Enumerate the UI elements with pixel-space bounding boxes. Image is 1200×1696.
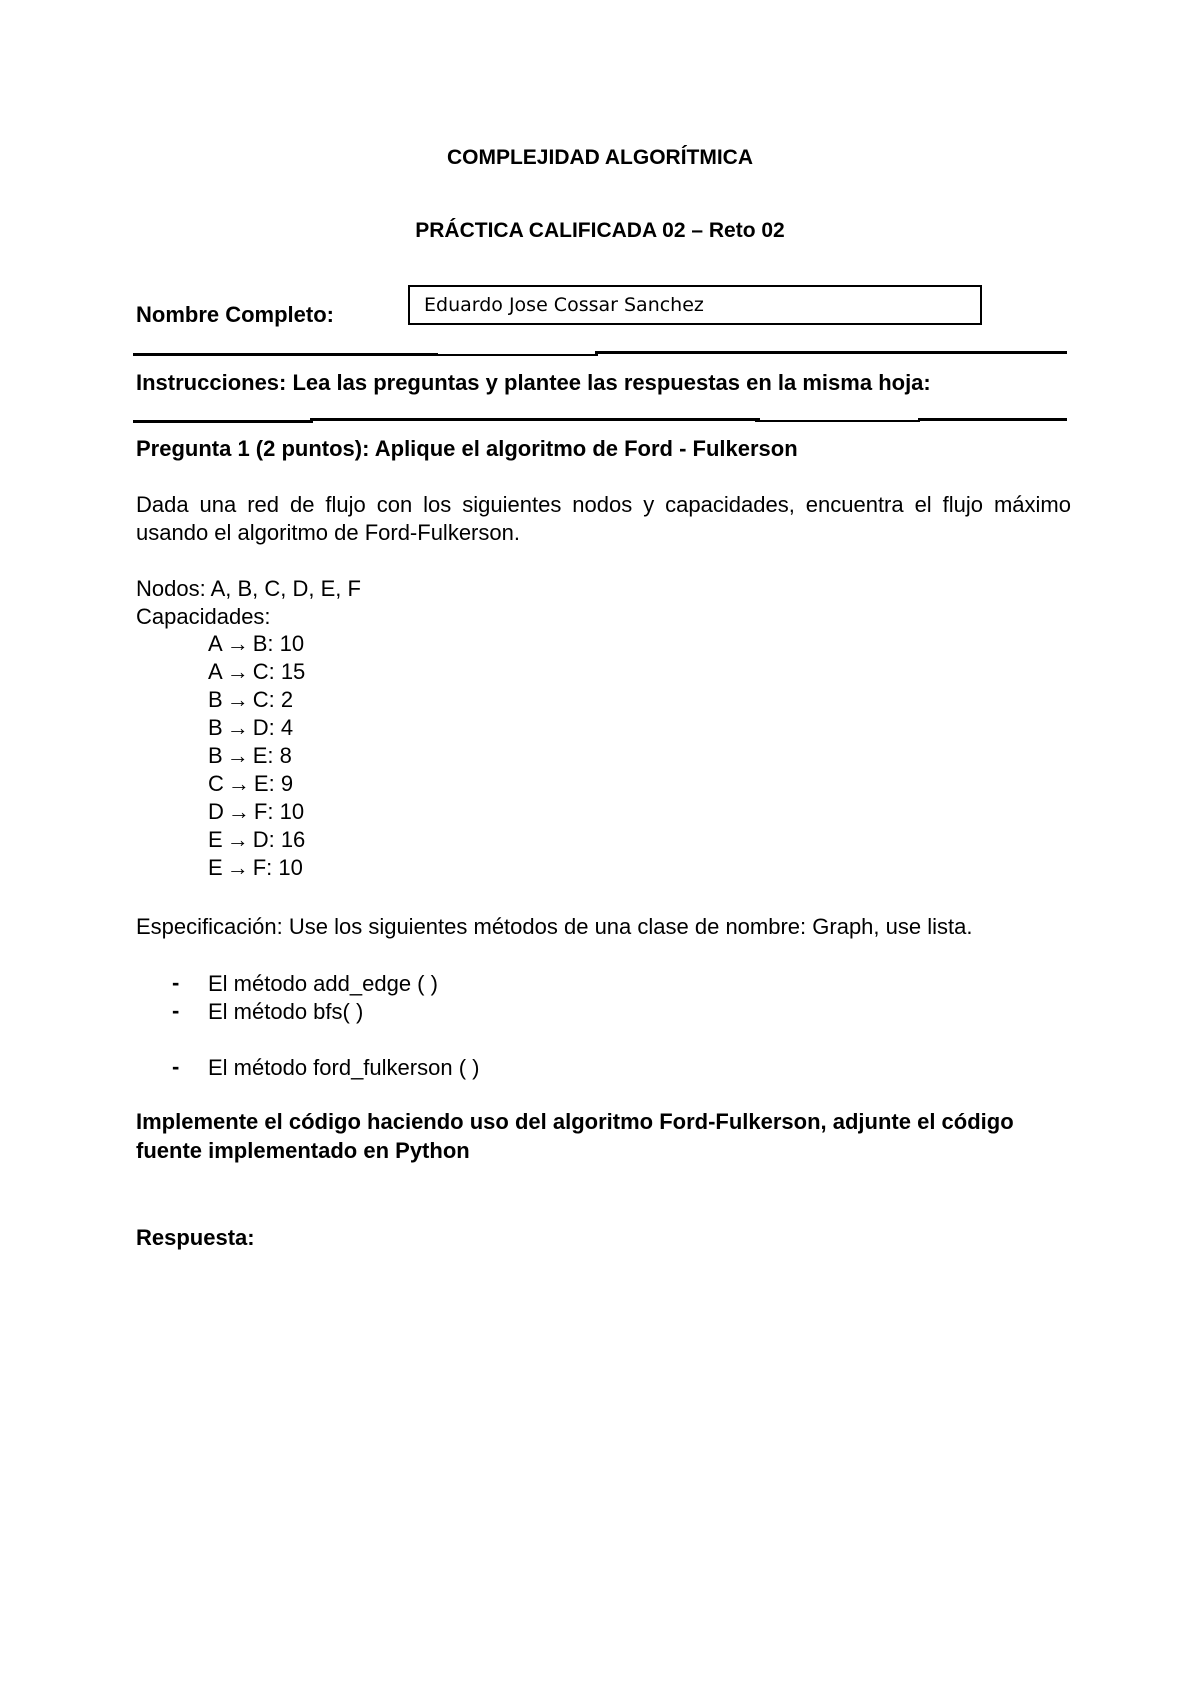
arrow-icon: →: [226, 743, 249, 768]
question-title: Pregunta 1 (2 puntos): Aplique el algoritmo de Ford - Fulkerson: [136, 436, 798, 461]
arrow-icon: →: [226, 631, 249, 656]
arrow-icon: →: [226, 715, 249, 740]
capacities-label: Capacidades:: [136, 604, 271, 629]
name-field[interactable]: Eduardo Jose Cossar Sanchez: [408, 285, 982, 325]
capacity-item: B → E: 8: [208, 743, 292, 768]
arrow-icon: →: [226, 687, 249, 712]
capacity-item: C → E: 9: [208, 771, 294, 796]
method-item: El método add_edge ( ): [208, 971, 438, 996]
bullet-icon: -: [172, 970, 180, 995]
practice-title: PRÁCTICA CALIFICADA 02 – Reto 02: [415, 219, 785, 242]
instructions: Instrucciones: Lea las preguntas y plantee las respuestas en la misma hoja:: [136, 370, 931, 395]
divider-top-left: [133, 353, 438, 356]
arrow-icon: →: [227, 771, 250, 796]
bullet-icon: -: [172, 998, 180, 1023]
capacity-item: E → F: 10: [208, 855, 303, 880]
nodes-line: Nodos: A, B, C, D, E, F: [136, 576, 361, 601]
divider-top-right: [595, 351, 1067, 354]
divider-mid-right: [918, 418, 1067, 421]
bullet-icon: -: [172, 1054, 180, 1079]
capacity-item: B → D: 4: [208, 715, 294, 740]
capacity-item: E → D: 16: [208, 827, 306, 852]
method-item: El método bfs( ): [208, 999, 364, 1024]
arrow-icon: →: [227, 799, 250, 824]
capacity-item: A → B: 10: [208, 631, 305, 656]
capacity-item: A → C: 15: [208, 659, 306, 684]
capacity-item: D → F: 10: [208, 799, 305, 824]
arrow-icon: →: [226, 855, 249, 880]
divider-mid-center: [310, 418, 760, 421]
divider-top-mid: [438, 354, 598, 356]
implement-line-2: fuente implementado en Python: [136, 1138, 470, 1163]
course-title: COMPLEJIDAD ALGORÍTMICA: [446, 146, 754, 169]
divider-mid-gap: [755, 420, 920, 422]
capacities-list: [208, 630, 305, 882]
divider-mid-left: [133, 420, 313, 423]
implement-line-1: Implemente el código haciendo uso del algoritmo Ford-Fulkerson, adjunte el código: [136, 1109, 1014, 1134]
name-label: Nombre Completo:: [136, 302, 334, 327]
question-statement: Dada una red de flujo con los siguientes nodos y capacidades, encuentra el flujo máximo usando el algoritmo de Ford-Fulkerson.: [136, 492, 1071, 545]
arrow-icon: →: [226, 659, 249, 684]
method-item: El método ford_fulkerson ( ): [208, 1055, 480, 1080]
arrow-icon: →: [226, 827, 249, 852]
capacity-item: B → C: 2: [208, 687, 294, 712]
answer-label: Respuesta:: [136, 1225, 255, 1250]
specification: Especificación: Use los siguientes métodos de una clase de nombre: Graph, use lista.: [136, 914, 973, 939]
